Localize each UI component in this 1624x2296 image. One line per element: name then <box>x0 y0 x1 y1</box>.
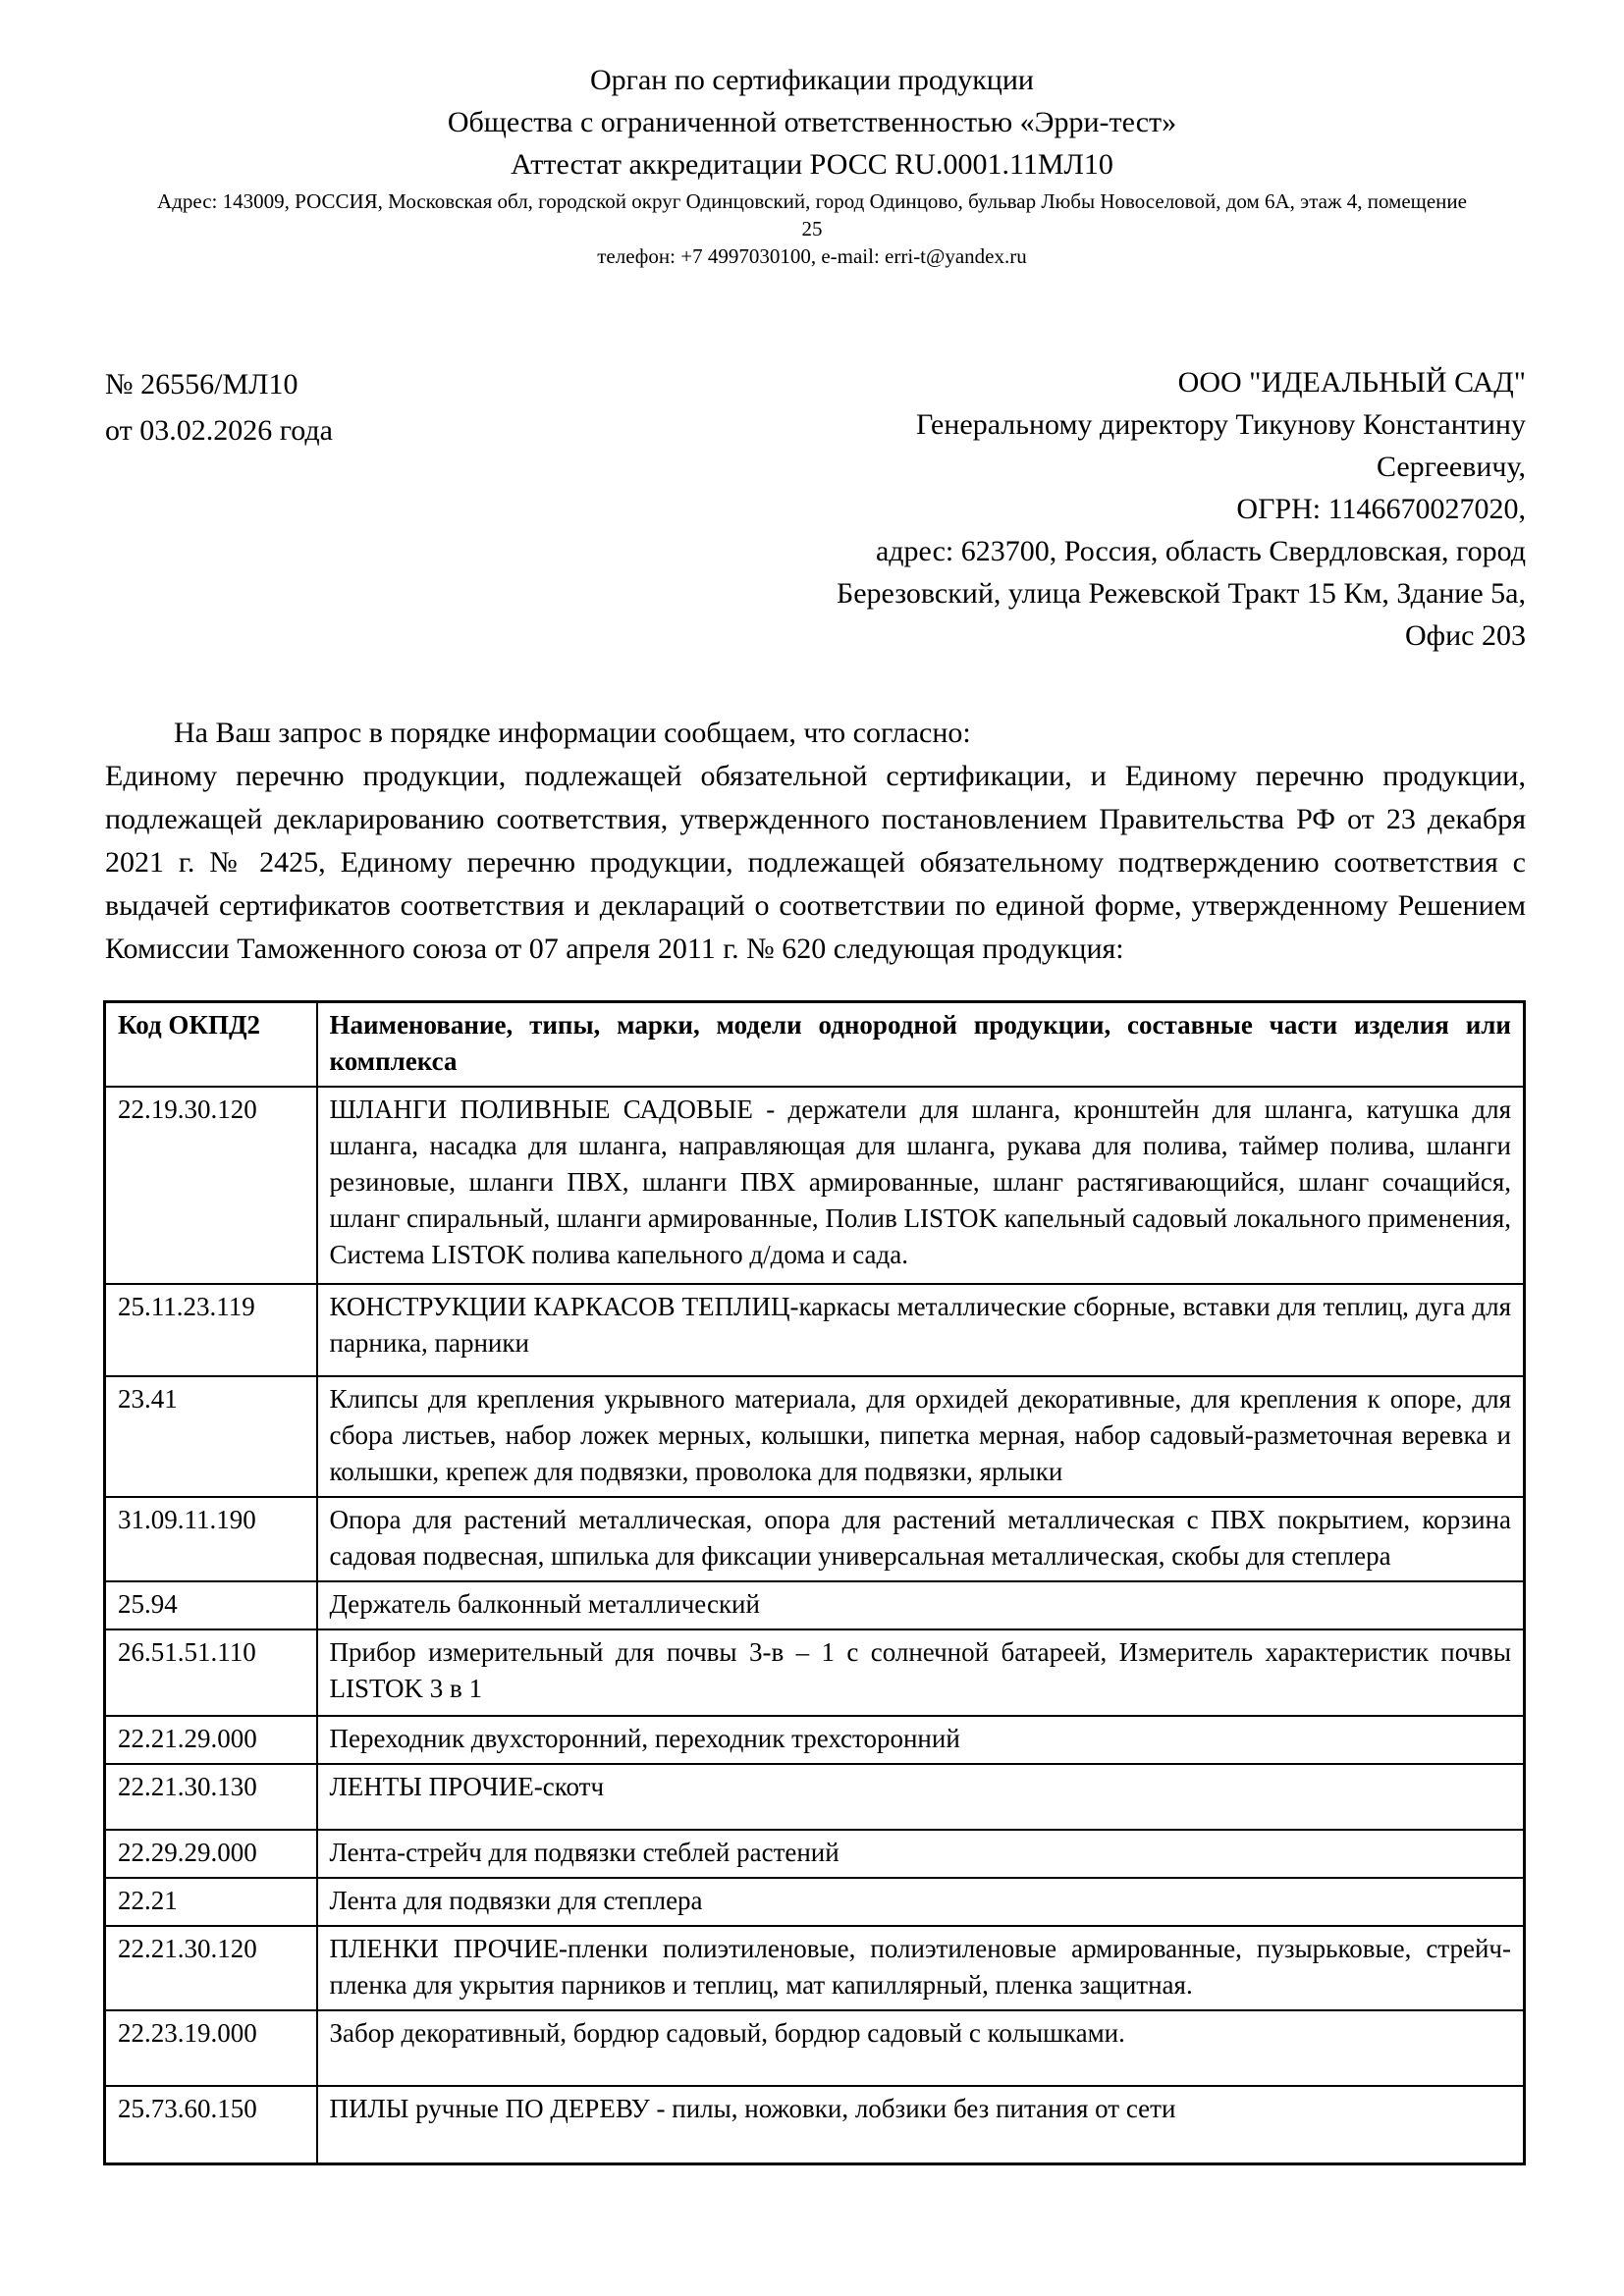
products-table <box>103 1000 1526 2165</box>
letter-meta-row <box>105 361 1526 657</box>
product-description-cell: Прибор измерительный для почвы 3-в – 1 с солнечной батареей, Измеритель характеристик почвы LISTOK 3 в 1 <box>317 1629 1525 1716</box>
table-row <box>105 2010 1525 2086</box>
okpd-code-header: Код ОКПД2 <box>105 1002 317 1088</box>
product-description-cell: ЛЕНТЫ ПРОЧИЕ-скотч <box>317 1764 1525 1830</box>
addressee-line: ОГРН: 1146670027020, <box>1236 493 1526 525</box>
okpd-code-cell: 25.73.60.150 <box>105 2086 317 2164</box>
table-header-row <box>105 1002 1525 1088</box>
product-description-cell: Держатель балконный металлический <box>317 1581 1525 1629</box>
product-description-cell: Лента-стрейч для подвязки стеблей растений <box>317 1830 1525 1878</box>
addressee-block <box>837 361 1526 657</box>
company-name: Общества с ограниченной ответственностью «Эрри-тест» <box>447 106 1177 138</box>
certification-body-title: Орган по сертификации продукции <box>590 64 1034 96</box>
okpd-code-cell: 22.23.19.000 <box>105 2010 317 2086</box>
okpd-code-cell: 22.19.30.120 <box>105 1087 317 1284</box>
table-row <box>105 1926 1525 2010</box>
okpd-code-cell: 22.21.29.000 <box>105 1716 317 1764</box>
letterhead-contact: телефон: +7 4997030100, e-mail: erri-t@yandex.ru <box>597 244 1027 268</box>
table-row <box>105 1284 1525 1376</box>
okpd-code-cell: 22.29.29.000 <box>105 1830 317 1878</box>
addressee-line: адрес: 623700, Россия, область Свердловская, город <box>875 535 1526 567</box>
addressee-line: Березовский, улица Режевской Тракт 15 Км, Здание 5а, <box>836 577 1526 610</box>
product-description-cell: ПЛЕНКИ ПРОЧИЕ-пленки полиэтиленовые, полиэтиленовые армированные, пузырьковые, стрейч-пленка для укрытия парников и теплиц, мат капиллярный, пленка защитная. <box>317 1926 1525 2010</box>
table-row <box>105 1830 1525 1878</box>
letterhead <box>0 0 1624 270</box>
addressee-line: Сергеевичу, <box>1376 451 1526 483</box>
table-row <box>105 1581 1525 1629</box>
table-row <box>105 1376 1525 1497</box>
okpd-code-cell: 31.09.11.190 <box>105 1497 317 1581</box>
letter-number-block <box>105 361 333 454</box>
letter-date: от 03.02.2026 года <box>105 414 333 447</box>
addressee-line: Генеральному директору Тикунову Константину <box>915 408 1526 441</box>
product-description-cell: Забор декоративный, бордюр садовый, бордюр садовый с колышками. <box>317 2010 1525 2086</box>
addressee-line: Офис 203 <box>1405 619 1526 652</box>
okpd-code-cell: 25.11.23.119 <box>105 1284 317 1376</box>
table-row <box>105 1629 1525 1716</box>
okpd-code-cell: 22.21 <box>105 1878 317 1926</box>
table-row <box>105 1878 1525 1926</box>
product-description-cell: Переходник двухсторонний, переходник трехсторонний <box>317 1716 1525 1764</box>
product-description-cell: Лента для подвязки для степлера <box>317 1878 1525 1926</box>
okpd-code-cell: 23.41 <box>105 1376 317 1497</box>
okpd-code-cell: 22.21.30.120 <box>105 1926 317 2010</box>
accreditation-number: Аттестат аккредитации РОСС RU.0001.11МЛ10 <box>511 148 1113 181</box>
legal-paragraph: Единому перечню продукции, подлежащей обязательной сертификации, и Единому перечню продукции, подлежащей декларированию соответствия, утвержденного постановлением Правительства РФ от 23 декабря 2021 г. № 2425, Единому перечню продукции, подлежащей обязательному подтверждению соответствия с выдачей сертификатов соответствия и деклараций о соответствии по единой форме, утвержденному Решением Комиссии Таможенного союза от 07 апреля 2011 г. № 620 следующая продукция: <box>105 760 1526 965</box>
okpd-code-cell: 26.51.51.110 <box>105 1629 317 1716</box>
table-row <box>105 1087 1525 1284</box>
product-description-cell: Клипсы для крепления укрывного материала, для орхидей декоративные, для крепления к опоре, для сбора листьев, набор ложек мерных, колышки, пипетка мерная, набор садовый-разметочная веревка и колышки, крепеж для подвязки, проволока для подвязки, ярлыки <box>317 1376 1525 1497</box>
table-row <box>105 1497 1525 1581</box>
product-description-cell: Опора для растений металлическая, опора для растений металлическая с ПВХ покрытием, корзина садовая подвесная, шпилька для фиксации универсальная металлическая, скобы для степлера <box>317 1497 1525 1581</box>
letter-body <box>105 712 1526 971</box>
table-row <box>105 1716 1525 1764</box>
product-description-cell: ПИЛЫ ручные ПО ДЕРЕВУ - пилы, ножовки, лобзики без питания от сети <box>317 2086 1525 2164</box>
letterhead-address: Адрес: 143009, РОССИЯ, Московская обл, городской округ Одинцовский, город Одинцово, бульвар Любы Новоселовой, дом 6А, этаж 4, помещение 25 <box>157 189 1467 240</box>
addressee-line: ООО "ИДЕАЛЬНЫЙ САД" <box>1177 366 1526 399</box>
okpd-code-cell: 25.94 <box>105 1581 317 1629</box>
product-description-cell: КОНСТРУКЦИИ КАРКАСОВ ТЕПЛИЦ-каркасы металлические сборные, вставки для теплиц, дуга для парника, парники <box>317 1284 1525 1376</box>
letter-number: № 26556/МЛ10 <box>105 368 298 400</box>
table-row <box>105 2086 1525 2164</box>
okpd-code-cell: 22.21.30.130 <box>105 1764 317 1830</box>
product-name-header: Наименование, типы, марки, модели однородной продукции, составные части изделия или комплекса <box>317 1002 1525 1088</box>
table-row <box>105 1764 1525 1830</box>
intro-paragraph: На Ваш запрос в порядке информации сообщаем, что согласно: <box>174 717 971 749</box>
product-description-cell: ШЛАНГИ ПОЛИВНЫЕ САДОВЫЕ - держатели для шланга, кронштейн для шланга, катушка для шланга, насадка для шланга, направляющая для шланга, рукава для полива, таймер полива, шланги резиновые, шланги ПВХ, шланги ПВХ армированные, шланг растягивающийся, шланг сочащийся, шланг спиральный, шланги армированные, Полив LISTOK капельный садовый локального применения, Система LISTOK полива капельного д/дома и сада. <box>317 1087 1525 1284</box>
